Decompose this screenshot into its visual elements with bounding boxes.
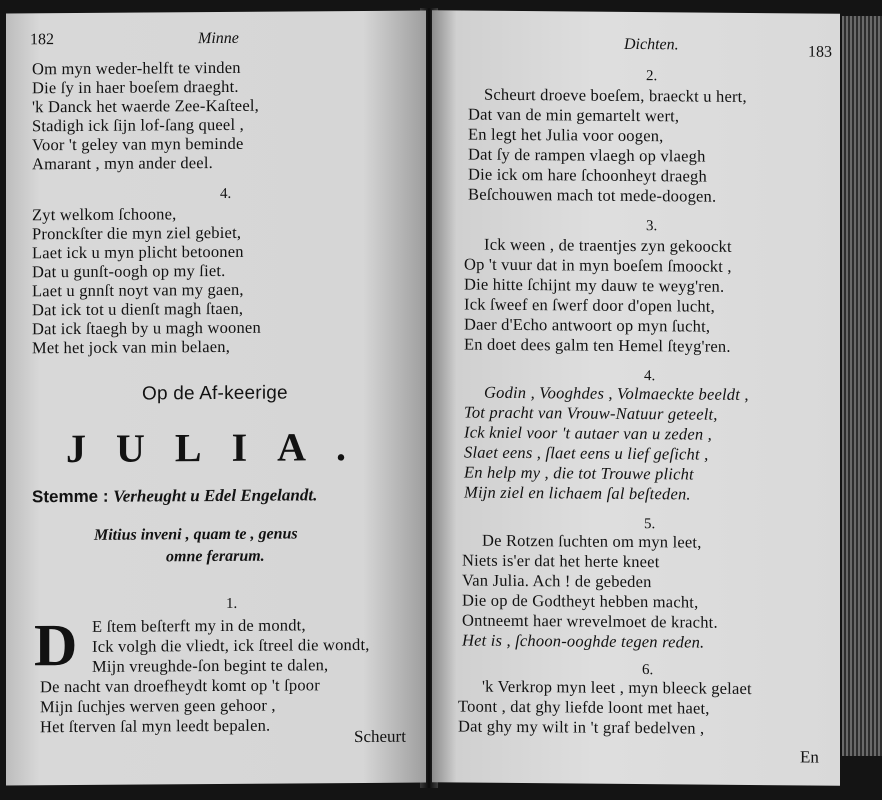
stanza-number: 5. — [644, 516, 656, 533]
right-running-head: Dichten. — [624, 35, 679, 54]
tune-name: Verheught u Edel Engelandt. — [113, 485, 318, 506]
stanza-number: 2. — [646, 68, 658, 85]
verse-line: Dat ghy my wilt in 't graf bedelven , — [458, 716, 705, 738]
verse-line: De Rotzen ſuchten om myn leet, — [482, 530, 702, 552]
verse-line: Niets is'er dat het herte kneet — [462, 550, 660, 572]
verse-line: Dat ick ſtaegh by u magh woonen — [32, 317, 261, 339]
verse-line: Die ick om hare ſchoonheyt draegh — [468, 164, 707, 186]
left-page — [6, 11, 426, 786]
verse-line: Die hitte ſchijnt my dauw te weyg'ren. — [464, 274, 725, 296]
tune-indication — [32, 485, 317, 507]
verse-line: Die ſy in haer boeſem draeght. — [32, 76, 239, 98]
verse-line: Daer d'Echo antwoort op myn ſucht, — [464, 314, 711, 336]
verse-line: Toont , dat ghy liefde loont met haet, — [458, 696, 710, 718]
verse-line: Met het jock van min belaen, — [32, 336, 231, 358]
verse-line: Het is , ſchoon-ooghde tegen reden. — [462, 630, 705, 652]
verse-line: Mijn vreughde-ſon begint te dalen, — [92, 655, 329, 676]
verse-line: Om myn weder-helft te vinden — [32, 57, 241, 79]
verse-line: Zyt welkom ſchoone, — [32, 204, 177, 225]
verse-line: Van Julia. Ach ! de gebeden — [462, 570, 652, 592]
verse-line: Ick ſweef en ſwerf door d'open lucht, — [464, 294, 715, 316]
verse-line: Ontneemt haer wrevelmoet de kracht. — [462, 610, 718, 632]
verse-line: Mijn ſuchjes werven geen gehoor , — [40, 695, 276, 717]
verse-line: Mijn ziel en lichaem ſal beſteden. — [464, 482, 691, 504]
verse-line: Voor 't geley van myn beminde — [32, 133, 244, 155]
verse-line: Dat van de min gemartelt wert, — [468, 104, 680, 126]
right-page-number: 183 — [808, 43, 832, 61]
stanza-number: 6. — [642, 662, 654, 679]
verse-line: 'k Danck het waerde Zee-Kaſteel, — [32, 95, 259, 117]
stanza-number: 3. — [646, 218, 658, 235]
right-page — [432, 10, 840, 786]
verse-line: Tot pracht van Vrouw-Natuur geteelt, — [464, 402, 718, 424]
drop-cap-initial: D — [34, 611, 78, 679]
poem-title-julia: JULIA. — [66, 423, 377, 472]
catchword: Scheurt — [354, 726, 406, 747]
verse-line: Godin , Vooghdes , Volmaeckte beeldt , — [484, 382, 749, 404]
verse-line: Op 't vuur dat in myn boeſem ſmoockt , — [464, 254, 732, 276]
verse-line: Het ſterven ſal myn leedt bepalen. — [40, 715, 271, 737]
verse-line: Stadigh ick ſijn lof-ſang queel , — [32, 114, 244, 136]
verse-line: En doet dees galm ten Hemel ſteyg'ren. — [464, 334, 731, 356]
verse-line: Dat u gunſt-oogh op my ſiet. — [32, 260, 226, 282]
stanza-number: 4. — [644, 368, 656, 385]
verse-line: Beſchouwen mach tot mede-doogen. — [468, 184, 717, 206]
verse-line: Dat ſy de rampen vlaegh op vlaegh — [468, 144, 706, 166]
stanza-number: 1. — [226, 595, 238, 612]
left-running-head: Minne — [198, 29, 239, 48]
left-page-number: 182 — [30, 31, 54, 49]
catchword: En — [800, 747, 819, 767]
verse-line: Die op de Godtheyt hebben macht, — [462, 590, 699, 612]
verse-line: Ick ween , de traentjes zyn gekoockt — [484, 234, 732, 256]
verse-line: Slaet eens , ſlaet eens u lief geſicht , — [464, 442, 709, 464]
verse-line: Laet u gnnſt noyt van my gaen, — [32, 279, 244, 301]
latin-motto-line-2: omne ferarum. — [166, 547, 265, 566]
stanza-number: 4. — [220, 185, 232, 202]
verse-line: Scheurt droeve boeſem, braeckt u hert, — [484, 84, 747, 106]
verse-line: En help my , die tot Trouwe plicht — [464, 462, 694, 484]
verse-line: Ick kniel voor 't autaer van u zeden , — [464, 422, 713, 444]
verse-line: Dat ick tot u dienſt magh ſtaen, — [32, 298, 244, 320]
verse-line: De nacht van droefheydt komt op 't ſpoor — [40, 675, 320, 697]
tune-label: Stemme : — [32, 486, 109, 507]
poem-heading-op: Op de Af-keerige — [142, 382, 288, 405]
page-edges — [842, 16, 882, 756]
verse-line: En legt het Julia voor oogen, — [468, 124, 664, 146]
latin-motto-line-1: Mitius inveni , quam te , genus — [94, 525, 298, 544]
verse-line: 'k Verkrop myn leet , myn bleeck gelaet — [482, 676, 752, 699]
verse-line: Ick volgh die vliedt, ick ſtreel die wondt, — [92, 634, 370, 656]
verse-line: E ſtem beſterft my in de mondt, — [92, 615, 306, 636]
verse-line: Amarant , myn ander deel. — [32, 153, 213, 174]
verse-line: Laet ick u myn plicht betoonen — [32, 241, 244, 263]
verse-line: Pronckſter die myn ziel gebiet, — [32, 222, 242, 244]
